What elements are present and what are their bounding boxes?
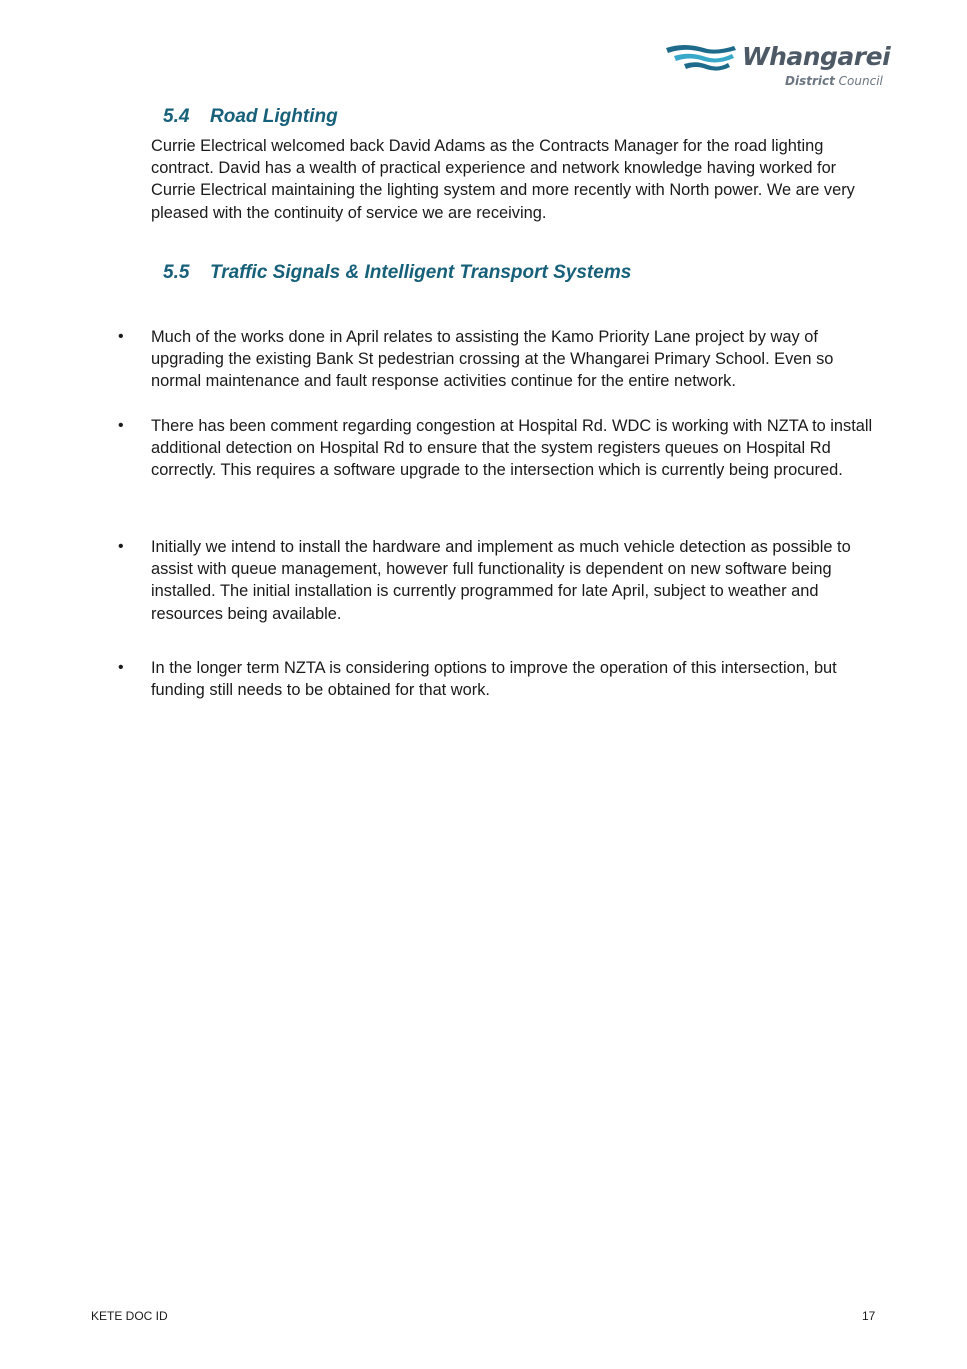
list-item-text: Much of the works done in April relates to assisting the Kamo Priority Lane project by way of upgrading the existing Bank St pedestrian crossing at the Whangarei Primary School. Even so normal maintenance and fault response activities continue for the entire network. <box>151 328 834 391</box>
section-title: Road Lighting <box>210 106 338 127</box>
section-number: 5.4 <box>163 106 190 127</box>
wave-logo-icon <box>664 42 742 76</box>
section-heading-road-lighting <box>163 106 338 128</box>
page-number: 17 <box>862 1309 876 1323</box>
list-item-text: In the longer term NZTA is considering options to improve the operation of this intersection, but funding still needs to be obtained for that work. <box>151 659 837 700</box>
list-item-text: There has been comment regarding congestion at Hospital Rd. WDC is working with NZTA to install additional detection on Hospital Rd to ensure that the system registers queues on Hospital Rd correctly. This requires a software upgrade to the intersection which is currently being procured. <box>151 417 873 480</box>
footer-doc-id: KETE DOC ID <box>91 1309 168 1323</box>
road-lighting-paragraph: Currie Electrical welcomed back David Adams as the Contracts Manager for the road lighting contract. David has a wealth of practical experience and network knowledge having worked for Currie Electrical maintaining the lighting system and more recently with North power. We are very pleased with the continuity of service we are receiving. <box>151 137 855 222</box>
logo-subtitle: District Council <box>785 74 883 88</box>
council-logo <box>664 40 891 92</box>
section-heading-traffic-signals <box>163 262 631 284</box>
bullet-icon: • <box>118 328 124 345</box>
bullet-icon: • <box>118 659 124 676</box>
section-title: Traffic Signals & Intelligent Transport Systems <box>210 262 632 283</box>
section-number: 5.5 <box>163 262 190 283</box>
logo-name: Whangarei <box>742 42 891 71</box>
bullet-icon: • <box>118 538 124 555</box>
list-item-text: Initially we intend to install the hardware and implement as much vehicle detection as possible to assist with queue management, however full functionality is dependent on new software being installed. The initial installation is currently programmed for late April, subject to weather and resources being available. <box>151 538 851 623</box>
bullet-icon: • <box>118 417 124 434</box>
